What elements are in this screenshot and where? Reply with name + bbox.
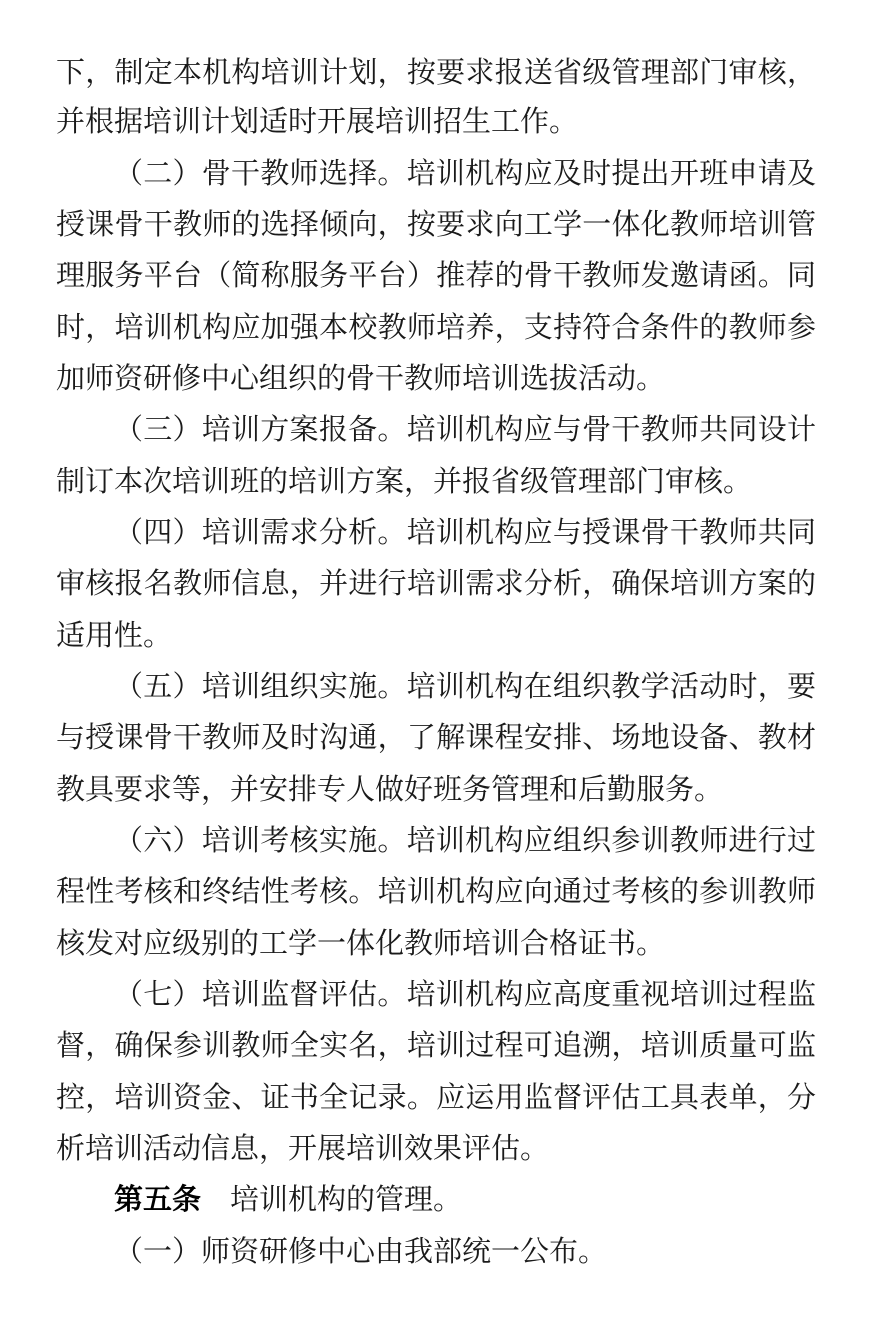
paragraph-line: （五）培训组织实施。培训机构在组织教学活动时，要 (114, 669, 816, 703)
paragraph-line: 加师资研修中心组织的骨干教师培训选拔活动。 (56, 361, 666, 395)
article-title: 培训机构的管理。 (230, 1182, 463, 1216)
paragraph-line: 核发对应级别的工学一体化教师培训合格证书。 (56, 926, 666, 960)
article-heading (114, 1182, 462, 1216)
paragraph-line: （七）培训监督评估。培训机构应高度重视培训过程监 (114, 977, 816, 1011)
paragraph-line: 制订本次培训班的培训方案，并报省级管理部门审核。 (56, 464, 753, 498)
paragraph-line: 授课骨干教师的选择倾向，按要求向工学一体化教师培训管 (56, 207, 816, 241)
paragraph-line: 教具要求等，并安排专人做好班务管理和后勤服务。 (56, 772, 724, 806)
article-label: 第五条 (114, 1182, 202, 1216)
paragraph-line: （二）骨干教师选择。培训机构应及时提出开班申请及 (114, 156, 816, 190)
paragraph-line: 审核报名教师信息，并进行培训需求分析，确保培训方案的 (56, 566, 816, 600)
paragraph-line: 程性考核和终结性考核。培训机构应向通过考核的参训教师 (56, 874, 816, 908)
paragraph-line: 控，培训资金、证书全记录。应运用监督评估工具表单，分 (56, 1080, 816, 1114)
paragraph-line: 下，制定本机构培训计划，按要求报送省级管理部门审核， (56, 55, 816, 89)
paragraph-line: 并根据培训计划适时开展培训招生工作。 (56, 104, 579, 138)
paragraph-line: 时，培训机构应加强本校教师培养，支持符合条件的教师参 (56, 310, 816, 344)
paragraph-line: 督，确保参训教师全实名，培训过程可追溯，培训质量可监 (56, 1028, 816, 1062)
paragraph-line: （三）培训方案报备。培训机构应与骨干教师共同设计 (114, 412, 816, 446)
paragraph-line: 析培训活动信息，开展培训效果评估。 (56, 1131, 550, 1165)
paragraph-line: 适用性。 (56, 618, 173, 652)
paragraph-line: 与授课骨干教师及时沟通，了解课程安排、场地设备、教材 (56, 720, 816, 754)
paragraph-line: 理服务平台（简称服务平台）推荐的骨干教师发邀请函。同 (56, 258, 816, 292)
paragraph-line: （四）培训需求分析。培训机构应与授课骨干教师共同 (114, 515, 816, 549)
paragraph-line: （一）师资研修中心由我部统一公布。 (114, 1234, 608, 1268)
paragraph-line: （六）培训考核实施。培训机构应组织参训教师进行过 (114, 823, 816, 857)
